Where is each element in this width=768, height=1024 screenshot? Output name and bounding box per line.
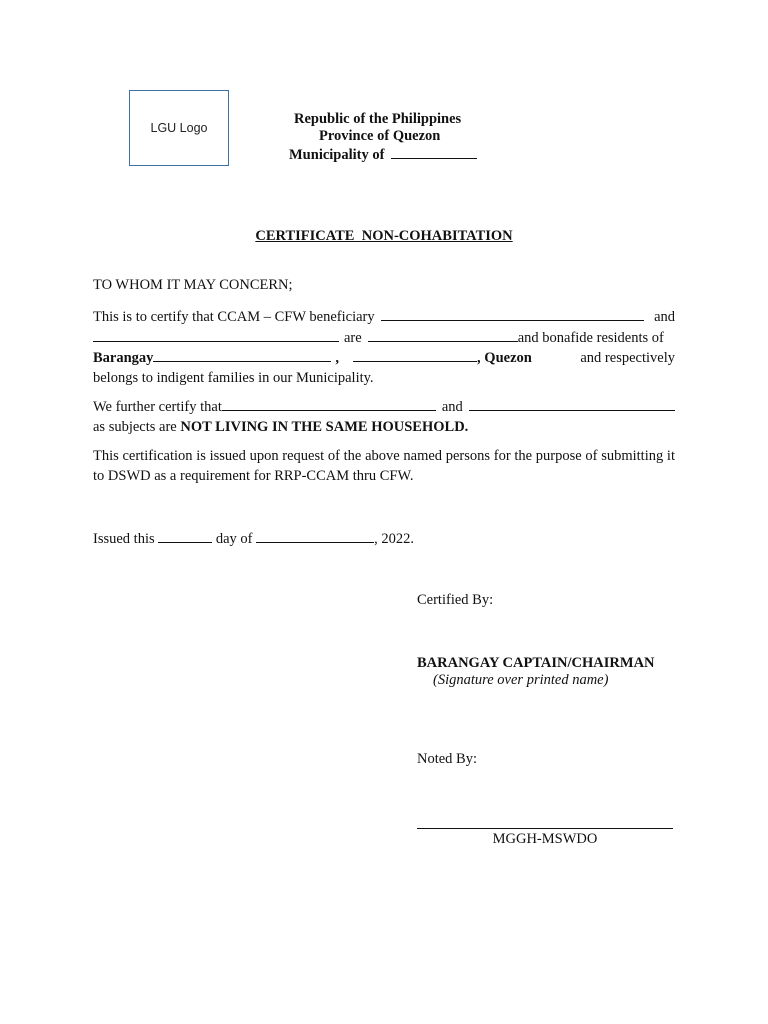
- certify-text-e: Barangay: [93, 350, 154, 366]
- certify-text-d-wrap: [518, 329, 675, 349]
- further-text-b: and: [441, 399, 463, 415]
- paragraph-certify: [93, 307, 675, 388]
- salutation: TO WHOM IT MAY CONCERN;: [93, 277, 293, 293]
- day-blank: [158, 529, 212, 543]
- header-municipality: [289, 145, 477, 164]
- person-blank-2: [469, 397, 675, 411]
- beneficiary-blank-2: [93, 328, 339, 342]
- paragraph-further: [93, 397, 675, 437]
- header-province: Province of Quezon: [319, 128, 441, 144]
- issued-line: [93, 529, 675, 550]
- certify-text-d: and bonafide residents of: [517, 329, 664, 346]
- town-blank: [353, 348, 477, 362]
- municipality-blank: [391, 145, 477, 159]
- paragraph-certify-line-3: [93, 348, 675, 369]
- document-title: [0, 228, 768, 245]
- noted-name: MGGH-MSWDO: [492, 831, 598, 847]
- person-blank-1: [222, 397, 436, 411]
- certify-text-f: ,: [335, 350, 340, 366]
- paragraph-further-line-1: [93, 397, 675, 418]
- paragraph-certify-line-1: [93, 307, 675, 328]
- month-blank: [256, 529, 374, 543]
- further-text-d: NOT LIVING IN THE SAME HOUSEHOLD.: [180, 418, 469, 435]
- certifier-title: BARANGAY CAPTAIN/CHAIRMAN: [417, 655, 655, 671]
- further-text-c: as subjects are: [93, 418, 177, 435]
- certifier-note: (Signature over printed name): [433, 672, 609, 688]
- issued-text-c: , 2022.: [374, 531, 415, 547]
- certify-text-h: and respectively: [580, 350, 675, 366]
- header-republic: Republic of the Philippines: [294, 111, 462, 127]
- certify-text-g: , Quezon: [477, 350, 532, 366]
- issued-text-a: Issued this: [93, 531, 155, 547]
- certify-text-a: This is to certify that CCAM – CFW beneficiary: [93, 309, 375, 325]
- header-municipality-label: Municipality of: [289, 147, 385, 163]
- beneficiary-blank-1: [381, 307, 644, 321]
- certify-text-c: are: [344, 329, 362, 346]
- issued-text-b: day of: [215, 531, 253, 547]
- paragraph-further-line-2: [93, 418, 675, 438]
- paragraph-certify-line-2: [93, 328, 675, 349]
- lgu-logo-box: [129, 90, 229, 166]
- further-text-a: We further certify that: [93, 399, 222, 415]
- document-title-text: CERTIFICATE NON-COHABITATION: [255, 228, 513, 244]
- paragraph-purpose: This certification is issued upon request of the above named persons for the purpose of submitting it to DSWD as a requirement for RRP-CCAM thru CFW.: [93, 448, 675, 484]
- certify-text-i: belongs to indigent families in our Municipality.: [93, 369, 374, 386]
- certified-by-label: Certified By:: [417, 592, 494, 608]
- barangay-blank: [153, 348, 331, 362]
- status-blank: [368, 328, 518, 342]
- noted-signature-line: [417, 828, 673, 829]
- certify-text-b: and: [654, 309, 675, 325]
- lgu-logo-label: LGU Logo: [150, 121, 208, 135]
- noted-by-label: Noted By:: [417, 751, 478, 767]
